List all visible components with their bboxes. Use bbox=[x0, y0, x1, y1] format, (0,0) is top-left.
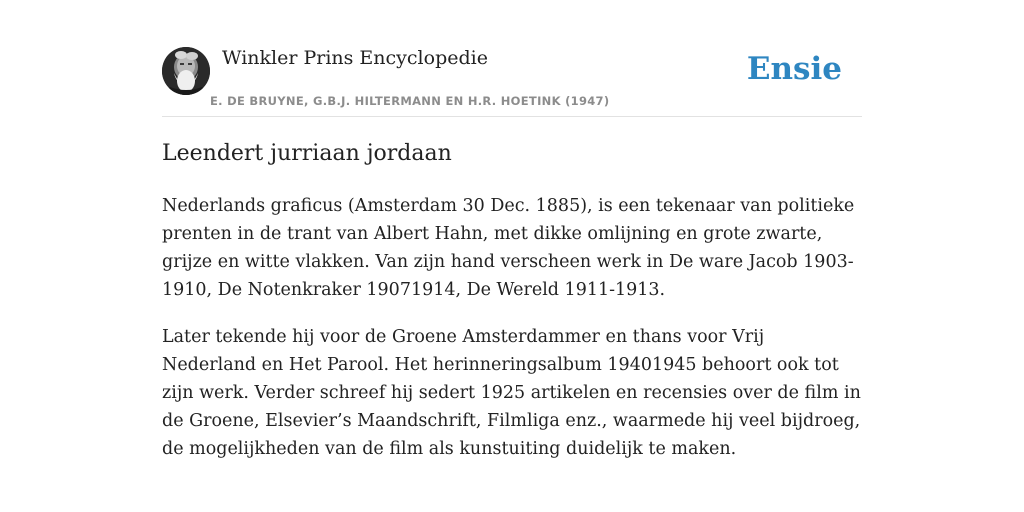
authors-credit: E. DE BRUYNE, G.B.J. HILTERMANN EN H.R. HOETINK (1947) bbox=[210, 94, 610, 108]
paragraph: Later tekende hij voor de Groene Amsterdammer en thans voor Vrij Nederland en Het Parool. Het herinneringsalbum 19401945 behoort ook tot zijn werk. Verder schreef hij sedert 1925 artikelen en recensies over de film in de Groene, Elsevier’s Maandschrift, Filmliga enz., waarmede hij veel bijdroeg, de mogelijkheden van de film als kunstuiting duidelijk te maken. bbox=[162, 327, 861, 459]
bearded-man-portrait-icon bbox=[162, 47, 210, 95]
article-title: Leendert jurriaan jordaan bbox=[162, 141, 452, 166]
paragraph: Nederlands graficus (Amsterdam 30 Dec. 1885), is een tekenaar van politieke prenten in de trant van Albert Hahn, met dikke omlijning en grote zwarte, grijze en witte vlakken. Van zijn hand verscheen werk in De ware Jacob 1903-1910, De Notenkraker 19071914, De Wereld 1911-1913. bbox=[162, 196, 855, 300]
header bbox=[162, 40, 862, 117]
brand-logo[interactable]: Ensie bbox=[746, 51, 842, 87]
avatar[interactable] bbox=[162, 47, 210, 95]
article-body bbox=[162, 192, 862, 482]
site-title[interactable]: Winkler Prins Encyclopedie bbox=[222, 47, 488, 69]
